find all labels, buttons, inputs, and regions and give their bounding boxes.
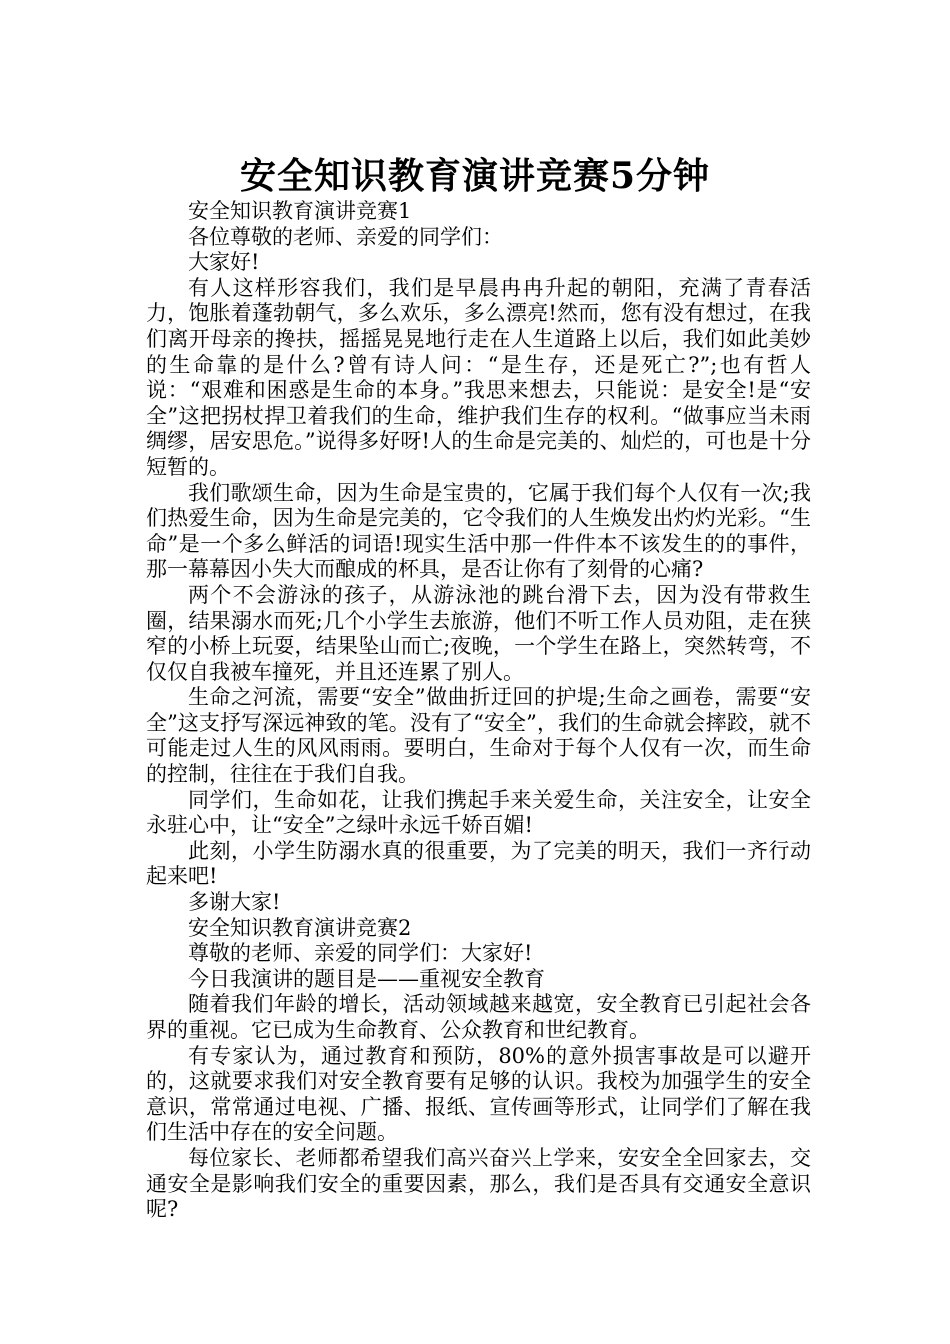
document-body — [146, 199, 811, 1223]
body-paragraph: 两个不会游泳的孩子，从游泳池的跳台滑下去，因为没有带救生圈，结果溺水而死;几个小学生去旅游，他们不听工作人员劝阻，走在狭窄的小桥上玩耍，结果坠山而亡;夜晚，一个学生在路上，突然转弯，不仅仅自我被车撞死，并且还连累了别人。 — [146, 582, 811, 684]
greeting-salutation: 各位尊敬的老师、亲爱的同学们： — [188, 224, 503, 249]
body-paragraph: 同学们，生命如花，让我们携起手来关爱生命，关注安全，让安全永驻心中，让“安全”之绿叶永远千娇百媚! — [146, 787, 811, 838]
greeting-salutation-2: 尊敬的老师、亲爱的同学们：大家好! — [188, 941, 533, 966]
document-title: 安全知识教育演讲竞赛5分钟 — [239, 155, 711, 198]
body-paragraph: 有专家认为，通过教育和预防，80%的意外损害事故是可以避开的，这就要求我们对安全教育要有足够的认识。我校为加强学生的安全意识，常常通过电视、广播、报纸、宣传画等形式，让同学们了解在我们生活中存在的安全问题。 — [146, 1043, 811, 1145]
section-heading-1: 安全知识教育演讲竞赛1 — [188, 199, 412, 223]
section-heading-2: 安全知识教育演讲竞赛2 — [188, 915, 412, 940]
closing-thanks: 多谢大家! — [188, 890, 281, 915]
greeting-hello: 大家好! — [188, 250, 260, 275]
body-paragraph: 生命之河流，需要“安全”做曲折迂回的护堤;生命之画卷，需要“安全”这支抒写深远神致的笔。没有了“安全”，我们的生命就会摔跤，就不可能走过人生的风风雨雨。要明白，生命对于每个人仅有一次，而生命的控制，往往在于我们自我。 — [146, 685, 811, 787]
body-paragraph: 我们歌颂生命，因为生命是宝贵的，它属于我们每个人仅有一次;我们热爱生命，因为生命是完美的，它令我们的人生焕发出灼灼光彩。“生命”是一个多么鲜活的词语!现实生活中那一件件本不该发生的的事件，那一幕幕因小失大而酿成的杯具，是否让你有了刻骨的心痛? — [146, 480, 811, 582]
body-paragraph: 随着我们年龄的增长，活动领域越来越宽，安全教育已引起社会各界的重视。它已成为生命教育、公众教育和世纪教育。 — [146, 992, 811, 1042]
speech-topic: 今日我演讲的题目是——重视安全教育 — [188, 966, 545, 991]
body-paragraph: 有人这样形容我们，我们是早晨冉冉升起的朝阳，充满了青春活力，饱胀着蓬勃朝气，多么欢乐，多么漂亮!然而，您有没有想过，在我们离开母亲的搀扶，摇摇晃晃地行走在人生道路上以后，我们如此美妙的生命靠的是什么?曾有诗人问：“是生存，还是死亡?”;也有哲人说：“艰难和困惑是生命的本身。”我思来想去，只能说：是安全!是“安全”这把拐杖捍卫着我们的生命，维护我们生存的权利。“做事应当未雨绸缪，居安思危。”说得多好呀!人的生命是完美的、灿烂的，可也是十分短暂的。 — [146, 275, 811, 479]
body-paragraph: 此刻，小学生防溺水真的很重要，为了完美的明天，我们一齐行动起来吧! — [146, 838, 811, 889]
body-paragraph: 每位家长、老师都希望我们高兴奋兴上学来，安安全全回家去，交通安全是影响我们安全的重要因素，那么，我们是否具有交通安全意识呢? — [146, 1145, 811, 1222]
